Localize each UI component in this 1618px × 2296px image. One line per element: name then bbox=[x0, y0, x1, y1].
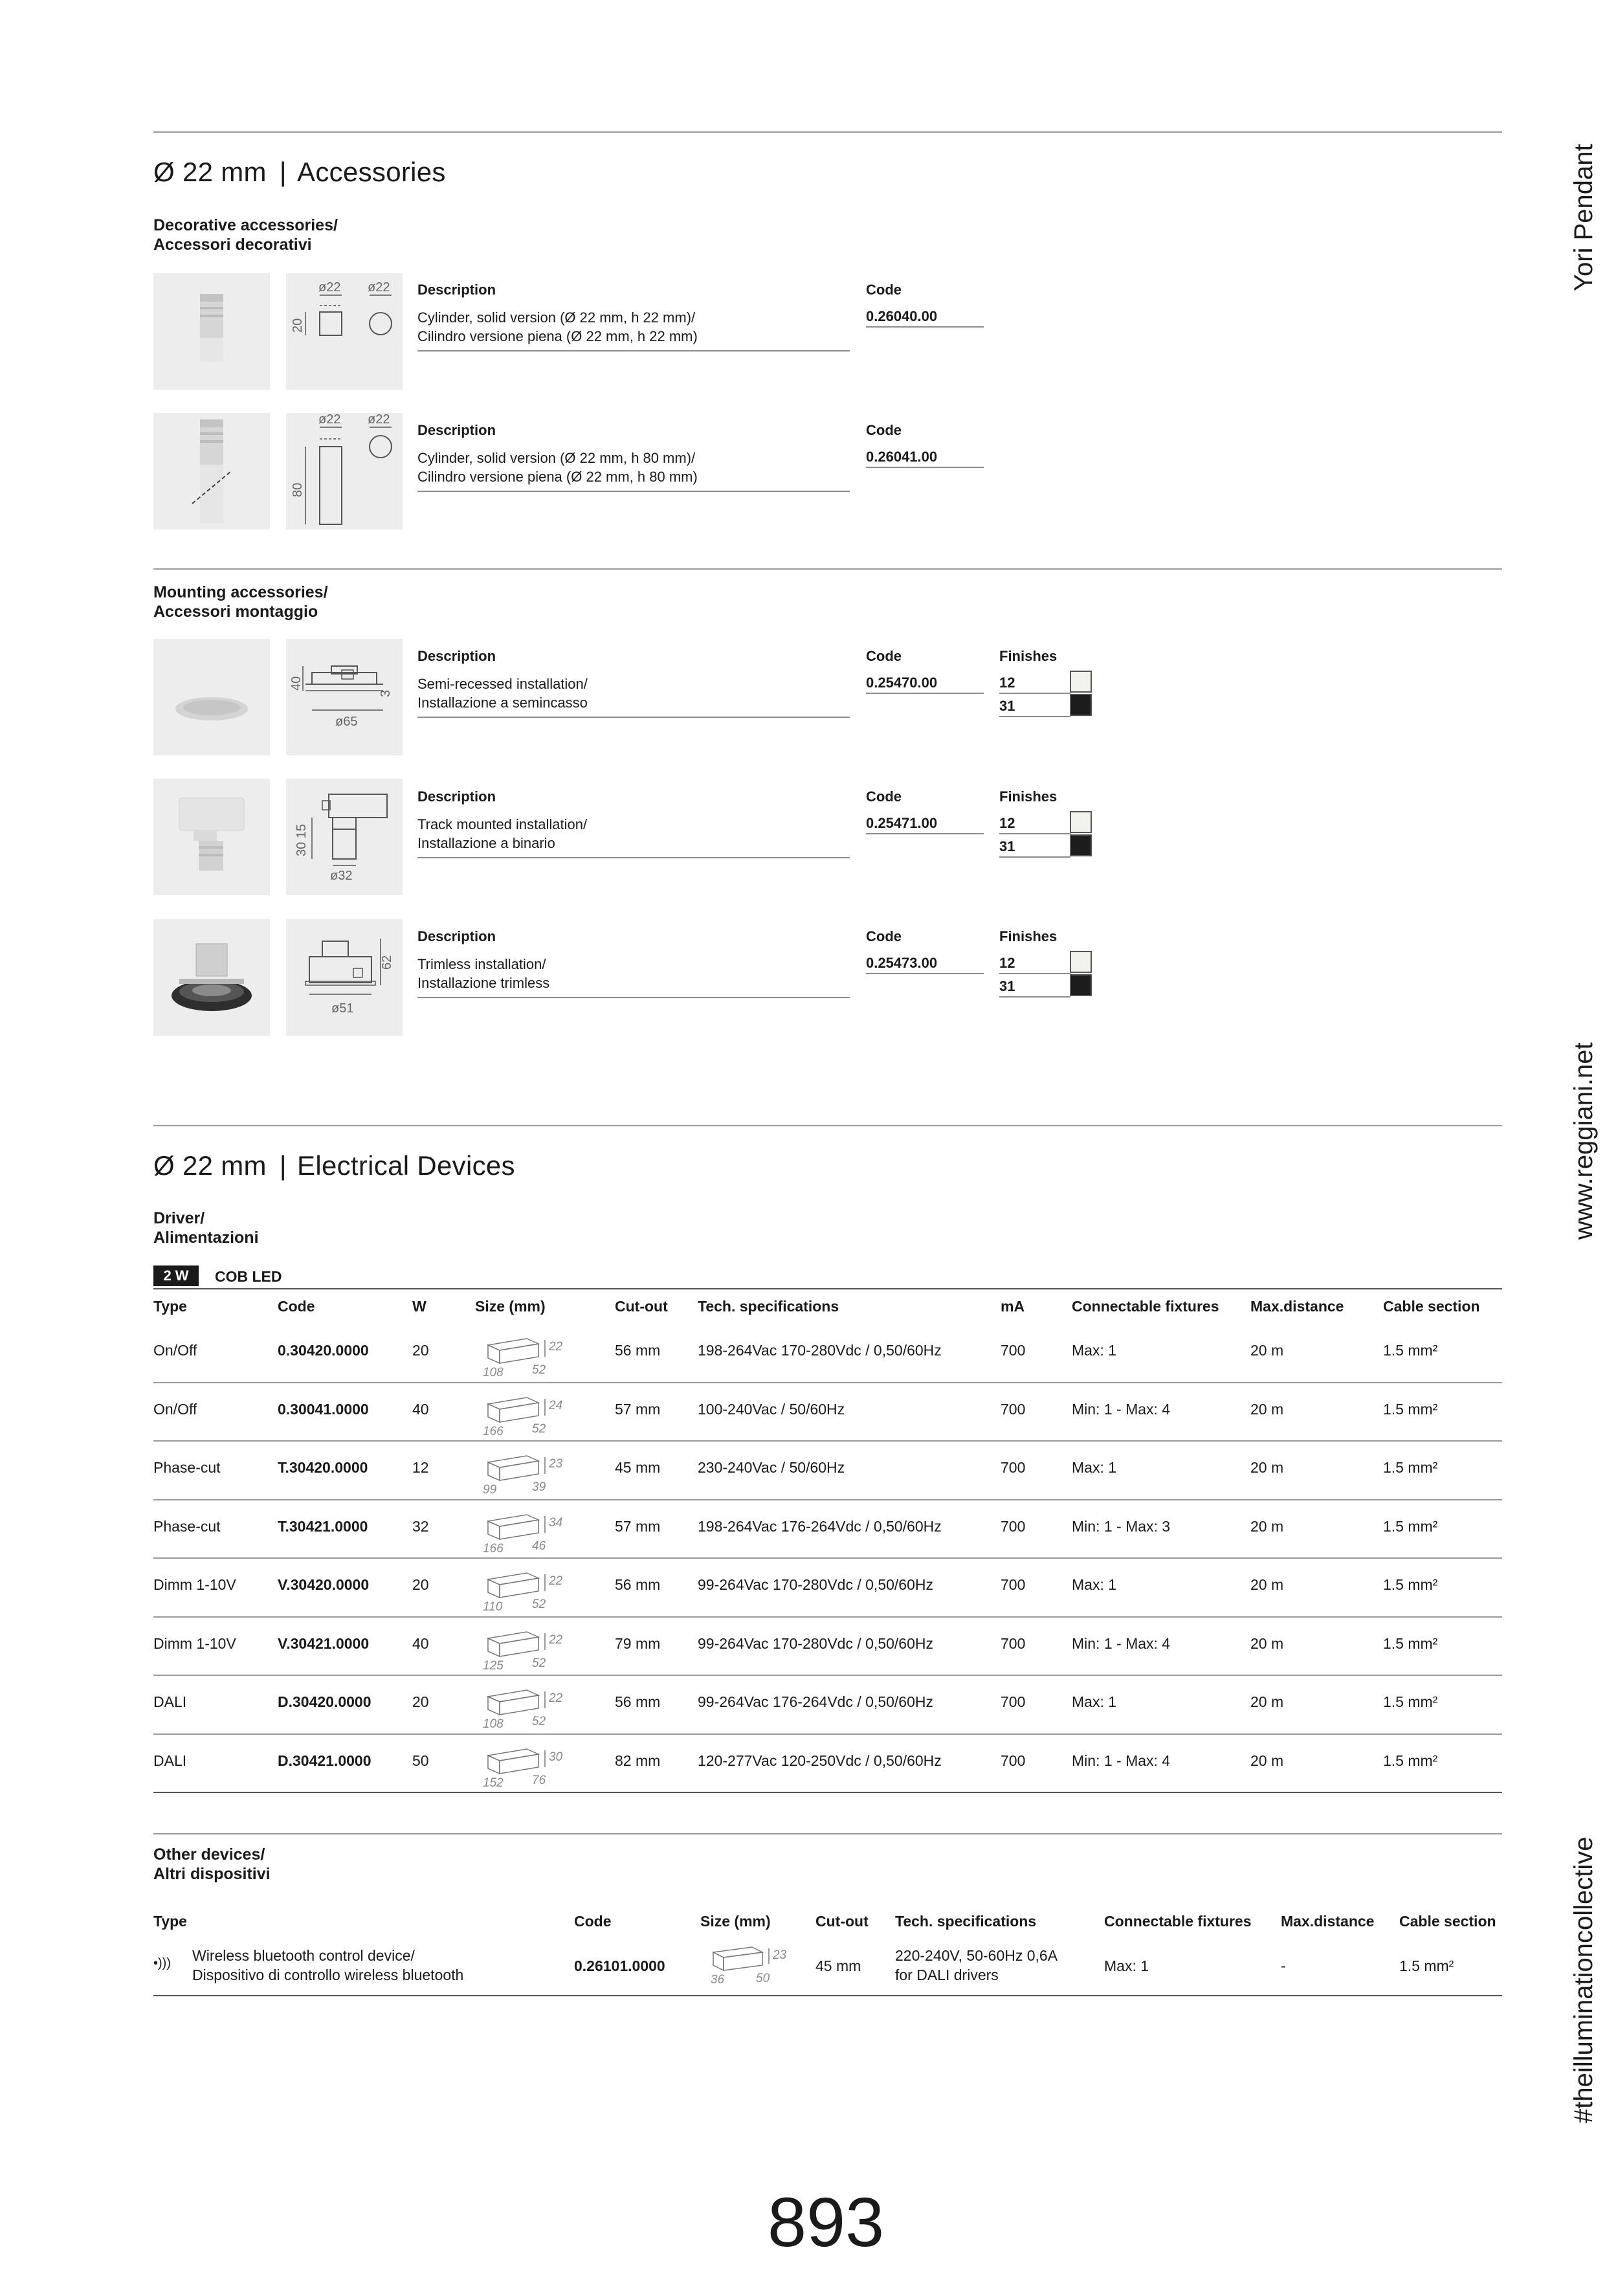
accessories-title: Ø 22 mm | Accessories bbox=[153, 157, 446, 187]
code-cylinder-80: 0.26041.00 bbox=[866, 449, 938, 465]
svg-text:22: 22 bbox=[549, 1691, 563, 1705]
product-photo-trimless bbox=[153, 919, 270, 1036]
svg-text:30: 30 bbox=[549, 1750, 563, 1764]
col-cable: Cable section bbox=[1383, 1298, 1480, 1315]
driver-cell-w: 40 bbox=[412, 1400, 429, 1418]
desc-trimless: Trimless installation/ Installazione trimless bbox=[417, 956, 550, 991]
svg-text:166: 166 bbox=[483, 1424, 504, 1438]
driver-cell-w: 50 bbox=[412, 1752, 429, 1769]
driver-cell-spec: 198-264Vac 176-264Vdc / 0,50/60Hz bbox=[698, 1517, 942, 1535]
driver-cell-w: 40 bbox=[412, 1634, 429, 1652]
driver-cell-spec: 99-264Vac 176-264Vdc / 0,50/60Hz bbox=[698, 1693, 933, 1710]
driver-cell-dist: 20 m bbox=[1250, 1517, 1284, 1535]
product-photo-track-mounted bbox=[153, 779, 270, 895]
svg-text:ø22: ø22 bbox=[368, 280, 390, 295]
driver-cell-fix: Max: 1 bbox=[1072, 1576, 1117, 1593]
label-code: Code bbox=[866, 928, 902, 944]
driver-cell-ma: 700 bbox=[1001, 1459, 1026, 1476]
mounting-rule bbox=[153, 568, 1502, 570]
driver-cell-dist: 20 m bbox=[1250, 1576, 1284, 1593]
svg-text:30 15: 30 15 bbox=[294, 823, 309, 856]
svg-text:40: 40 bbox=[289, 676, 304, 691]
row-separator bbox=[153, 1440, 1502, 1442]
svg-text:52: 52 bbox=[532, 1598, 546, 1611]
svg-text:34: 34 bbox=[549, 1515, 563, 1530]
driver-cell-ma: 700 bbox=[1001, 1693, 1026, 1710]
finish-code-black: 31 bbox=[999, 838, 1015, 854]
driver-cell-code: 0.30041.0000 bbox=[278, 1400, 369, 1418]
drawing-cylinder-80 bbox=[286, 413, 403, 529]
label-description: Description bbox=[417, 928, 496, 944]
driver-cell-dist: 20 m bbox=[1250, 1693, 1284, 1710]
driver-cell-fix: Max: 1 bbox=[1072, 1342, 1117, 1359]
driver-size-drawing bbox=[479, 1448, 582, 1500]
side-title: Yori Pendant bbox=[1569, 144, 1598, 291]
driver-cell-type: On/Off bbox=[153, 1342, 197, 1359]
finish-swatch-black bbox=[1070, 974, 1092, 996]
decorative-heading: Decorative accessories/ Accessori decorativi bbox=[153, 216, 338, 254]
other-col-type: Type bbox=[153, 1913, 187, 1930]
desc-semi-recessed: Semi-recessed installation/ Installazione a semincasso bbox=[417, 676, 588, 711]
driver-cell-fix: Max: 1 bbox=[1072, 1459, 1117, 1476]
mounting-heading: Mounting accessories/ Accessori montaggio bbox=[153, 583, 328, 621]
driver-cell-fix: Min: 1 - Max: 4 bbox=[1072, 1400, 1171, 1418]
svg-text:39: 39 bbox=[532, 1480, 546, 1494]
driver-cell-code: D.30420.0000 bbox=[278, 1693, 371, 1710]
svg-text:ø51: ø51 bbox=[331, 1001, 354, 1016]
finish-swatch-white bbox=[1070, 811, 1092, 833]
driver-heading: Driver/ Alimentazioni bbox=[153, 1209, 259, 1247]
driver-cell-cut: 56 mm bbox=[615, 1342, 661, 1359]
product-photo-cylinder-22 bbox=[153, 273, 270, 390]
driver-cell-cut: 79 mm bbox=[615, 1634, 661, 1652]
other-cutout: 45 mm bbox=[815, 1957, 861, 1974]
svg-text:52: 52 bbox=[532, 1656, 546, 1670]
electrical-rule bbox=[153, 1125, 1502, 1126]
driver-size-drawing bbox=[479, 1507, 582, 1559]
svg-text:80: 80 bbox=[291, 482, 305, 497]
top-rule bbox=[153, 131, 1502, 133]
driver-cell-type: DALI bbox=[153, 1752, 187, 1769]
bluetooth-icon: •))) bbox=[153, 1956, 171, 1970]
other-type: Wireless bluetooth control device/ Dispositivo di controllo wireless bluetooth bbox=[192, 1947, 464, 1983]
label-finishes: Finishes bbox=[999, 788, 1058, 805]
label-code: Code bbox=[866, 648, 902, 664]
label-description: Description bbox=[417, 648, 496, 664]
driver-cell-cut: 56 mm bbox=[615, 1693, 661, 1710]
other-code: 0.26101.0000 bbox=[574, 1957, 665, 1974]
driver-cell-dist: 20 m bbox=[1250, 1400, 1284, 1418]
finish-code-black: 31 bbox=[999, 698, 1015, 714]
driver-cell-code: V.30420.0000 bbox=[278, 1576, 370, 1593]
svg-text:166: 166 bbox=[483, 1541, 504, 1555]
svg-text:22: 22 bbox=[549, 1633, 563, 1647]
driver-cell-cut: 45 mm bbox=[615, 1459, 661, 1476]
driver-cell-code: D.30421.0000 bbox=[278, 1752, 371, 1769]
row-separator bbox=[153, 1733, 1502, 1735]
driver-cell-code: T.30421.0000 bbox=[278, 1517, 368, 1535]
other-spec: 220-240V, 50-60Hz 0,6A for DALI drivers bbox=[895, 1947, 1058, 1983]
other-col-maxdist: Max.distance bbox=[1281, 1913, 1375, 1930]
svg-text:62: 62 bbox=[380, 955, 394, 970]
finish-swatch-black bbox=[1070, 834, 1092, 856]
driver-cell-cable: 1.5 mm² bbox=[1383, 1752, 1438, 1769]
driver-size-drawing bbox=[479, 1624, 582, 1677]
col-type: Type bbox=[153, 1298, 187, 1315]
driver-cell-fix: Min: 1 - Max: 4 bbox=[1072, 1752, 1171, 1769]
svg-text:50: 50 bbox=[756, 1972, 770, 1985]
col-ma: mA bbox=[1001, 1298, 1025, 1315]
electrical-title: Ø 22 mm | Electrical Devices bbox=[153, 1150, 515, 1181]
other-maxdist: - bbox=[1281, 1957, 1286, 1974]
svg-text:ø22: ø22 bbox=[368, 413, 390, 427]
driver-cell-ma: 700 bbox=[1001, 1634, 1026, 1652]
driver-cell-fix: Max: 1 bbox=[1072, 1693, 1117, 1710]
power-badge-text: 2 W bbox=[163, 1267, 189, 1284]
driver-cell-fix: Min: 1 - Max: 3 bbox=[1072, 1517, 1171, 1535]
page-number: 893 bbox=[768, 2183, 885, 2261]
driver-cell-ma: 700 bbox=[1001, 1576, 1026, 1593]
row-separator bbox=[153, 1382, 1502, 1383]
svg-text:ø22: ø22 bbox=[318, 280, 341, 295]
svg-text:110: 110 bbox=[483, 1600, 503, 1614]
finish-swatch-white bbox=[1070, 671, 1092, 693]
driver-cell-cable: 1.5 mm² bbox=[1383, 1342, 1438, 1359]
desc-cylinder-80: Cylinder, solid version (Ø 22 mm, h 80 mm)/ Cilindro versione piena (Ø 22 mm, h 80 mm) bbox=[417, 450, 698, 485]
row-separator bbox=[153, 1616, 1502, 1618]
driver-cell-dist: 20 m bbox=[1250, 1634, 1284, 1652]
finish-swatch-black bbox=[1070, 694, 1092, 716]
driver-cell-w: 12 bbox=[412, 1459, 429, 1476]
driver-size-drawing bbox=[479, 1565, 582, 1618]
finish-code-white: 12 bbox=[999, 815, 1015, 831]
driver-cell-code: T.30420.0000 bbox=[278, 1459, 368, 1476]
svg-text:125: 125 bbox=[483, 1658, 504, 1673]
svg-text:108: 108 bbox=[483, 1366, 504, 1379]
svg-text:52: 52 bbox=[532, 1421, 546, 1436]
label-description: Description bbox=[417, 788, 496, 805]
driver-cell-dist: 20 m bbox=[1250, 1459, 1284, 1476]
driver-size-drawing bbox=[479, 1390, 582, 1442]
svg-text:52: 52 bbox=[532, 1715, 546, 1728]
svg-text:52: 52 bbox=[532, 1363, 546, 1377]
other-col-cutout: Cut-out bbox=[815, 1913, 869, 1930]
label-description: Description bbox=[417, 282, 496, 298]
other-col-cable: Cable section bbox=[1399, 1913, 1496, 1930]
driver-cell-w: 20 bbox=[412, 1342, 429, 1359]
product-photo-cylinder-80 bbox=[153, 413, 270, 529]
svg-text:20: 20 bbox=[291, 318, 305, 333]
driver-cell-type: On/Off bbox=[153, 1400, 197, 1418]
svg-text:152: 152 bbox=[483, 1776, 504, 1790]
svg-text:99: 99 bbox=[483, 1483, 497, 1497]
driver-cell-w: 32 bbox=[412, 1517, 429, 1535]
cob-led-label: COB LED bbox=[215, 1268, 282, 1285]
other-fixtures: Max: 1 bbox=[1104, 1957, 1149, 1974]
svg-text:ø32: ø32 bbox=[330, 869, 353, 883]
svg-text:36: 36 bbox=[711, 1973, 725, 1987]
drawing-track-mounted bbox=[286, 779, 403, 895]
driver-cell-type: Phase-cut bbox=[153, 1517, 221, 1535]
svg-text:24: 24 bbox=[549, 1398, 563, 1412]
driver-cell-cable: 1.5 mm² bbox=[1383, 1634, 1438, 1652]
svg-text:23: 23 bbox=[773, 1948, 787, 1962]
driver-cell-w: 20 bbox=[412, 1576, 429, 1593]
other-cable: 1.5 mm² bbox=[1399, 1957, 1454, 1974]
row-separator bbox=[153, 1557, 1502, 1559]
driver-cell-ma: 700 bbox=[1001, 1517, 1026, 1535]
label-finishes: Finishes bbox=[999, 648, 1058, 664]
driver-size-drawing bbox=[479, 1331, 582, 1383]
row-separator bbox=[153, 1675, 1502, 1676]
svg-text:ø65: ø65 bbox=[335, 715, 358, 729]
driver-cell-spec: 198-264Vac 170-280Vdc / 0,50/60Hz bbox=[698, 1342, 942, 1359]
row-separator bbox=[153, 1499, 1502, 1500]
driver-cell-ma: 700 bbox=[1001, 1342, 1026, 1359]
desc-cylinder-22: Cylinder, solid version (Ø 22 mm, h 22 mm)/ Cilindro versione piena (Ø 22 mm, h 22 mm) bbox=[417, 309, 698, 344]
driver-cell-cable: 1.5 mm² bbox=[1383, 1576, 1438, 1593]
driver-cell-spec: 120-277Vac 120-250Vdc / 0,50/60Hz bbox=[698, 1752, 942, 1769]
driver-cell-cable: 1.5 mm² bbox=[1383, 1693, 1438, 1710]
driver-cell-w: 20 bbox=[412, 1693, 429, 1710]
driver-cell-type: DALI bbox=[153, 1693, 187, 1710]
driver-cell-spec: 230-240Vac / 50/60Hz bbox=[698, 1459, 845, 1476]
svg-text:3: 3 bbox=[379, 689, 393, 697]
other-col-fixtures: Connectable fixtures bbox=[1104, 1913, 1252, 1930]
code-trimless: 0.25473.00 bbox=[866, 955, 938, 971]
code-track-mounted: 0.25471.00 bbox=[866, 815, 938, 831]
side-hashtag: #theilluminationcollective bbox=[1569, 1836, 1598, 2123]
col-maxdist: Max.distance bbox=[1250, 1298, 1344, 1315]
side-website[interactable]: www.reggiani.net bbox=[1569, 1042, 1598, 1240]
finish-code-black: 31 bbox=[999, 978, 1015, 994]
driver-cell-code: 0.30420.0000 bbox=[278, 1342, 369, 1359]
driver-cell-cut: 57 mm bbox=[615, 1517, 661, 1535]
driver-cell-type: Dimm 1-10V bbox=[153, 1576, 236, 1593]
label-code: Code bbox=[866, 282, 902, 298]
driver-cell-type: Phase-cut bbox=[153, 1459, 221, 1476]
drawing-trimless bbox=[286, 919, 403, 1036]
svg-text:23: 23 bbox=[549, 1457, 563, 1471]
driver-cell-spec: 99-264Vac 170-280Vdc / 0,50/60Hz bbox=[698, 1634, 933, 1652]
driver-cell-cable: 1.5 mm² bbox=[1383, 1459, 1438, 1476]
finish-code-white: 12 bbox=[999, 955, 1015, 971]
driver-cell-cut: 82 mm bbox=[615, 1752, 661, 1769]
other-col-code: Code bbox=[574, 1913, 612, 1930]
code-cylinder-22: 0.26040.00 bbox=[866, 308, 938, 324]
driver-cell-cable: 1.5 mm² bbox=[1383, 1517, 1438, 1535]
driver-cell-fix: Min: 1 - Max: 4 bbox=[1072, 1634, 1171, 1652]
drawing-cylinder-22 bbox=[286, 273, 403, 390]
finish-swatch-white bbox=[1070, 951, 1092, 973]
svg-text:22: 22 bbox=[549, 1574, 563, 1588]
svg-text:76: 76 bbox=[532, 1773, 546, 1787]
svg-text:46: 46 bbox=[532, 1539, 546, 1553]
other-col-tech: Tech. specifications bbox=[895, 1913, 1037, 1930]
driver-cell-dist: 20 m bbox=[1250, 1752, 1284, 1769]
col-cutout: Cut-out bbox=[615, 1298, 668, 1315]
col-tech: Tech. specifications bbox=[698, 1298, 839, 1315]
col-w: W bbox=[412, 1298, 427, 1315]
driver-size-drawing bbox=[479, 1682, 582, 1735]
driver-cell-cable: 1.5 mm² bbox=[1383, 1400, 1438, 1418]
label-description: Description bbox=[417, 422, 496, 438]
driver-cell-ma: 700 bbox=[1001, 1752, 1026, 1769]
other-heading: Other devices/ Altri dispositivi bbox=[153, 1845, 271, 1883]
driver-cell-spec: 100-240Vac / 50/60Hz bbox=[698, 1400, 845, 1418]
other-rule bbox=[153, 1833, 1502, 1834]
driver-cell-dist: 20 m bbox=[1250, 1342, 1284, 1359]
driver-cell-cut: 56 mm bbox=[615, 1576, 661, 1593]
other-col-size: Size (mm) bbox=[700, 1913, 771, 1930]
col-size: Size (mm) bbox=[475, 1298, 546, 1315]
svg-text:108: 108 bbox=[483, 1717, 504, 1731]
label-finishes: Finishes bbox=[999, 928, 1058, 944]
driver-cell-spec: 99-264Vac 170-280Vdc / 0,50/60Hz bbox=[698, 1576, 933, 1593]
row-separator bbox=[153, 1792, 1502, 1793]
driver-cell-type: Dimm 1-10V bbox=[153, 1634, 236, 1652]
other-size-drawing bbox=[704, 1941, 801, 1990]
col-code: Code bbox=[278, 1298, 315, 1315]
label-code: Code bbox=[866, 422, 902, 438]
product-photo-semi-recessed bbox=[153, 639, 270, 755]
svg-text:22: 22 bbox=[549, 1340, 563, 1354]
desc-track-mounted: Track mounted installation/ Installazione a binario bbox=[417, 816, 588, 851]
code-semi-recessed: 0.25470.00 bbox=[866, 674, 938, 691]
driver-cell-cut: 57 mm bbox=[615, 1400, 661, 1418]
finish-code-white: 12 bbox=[999, 674, 1015, 691]
driver-cell-code: V.30421.0000 bbox=[278, 1634, 370, 1652]
drawing-semi-recessed bbox=[286, 639, 403, 755]
col-fixtures: Connectable fixtures bbox=[1072, 1298, 1219, 1315]
svg-text:ø22: ø22 bbox=[318, 413, 341, 427]
driver-size-drawing bbox=[479, 1741, 582, 1794]
label-code: Code bbox=[866, 788, 902, 805]
driver-cell-ma: 700 bbox=[1001, 1400, 1026, 1418]
